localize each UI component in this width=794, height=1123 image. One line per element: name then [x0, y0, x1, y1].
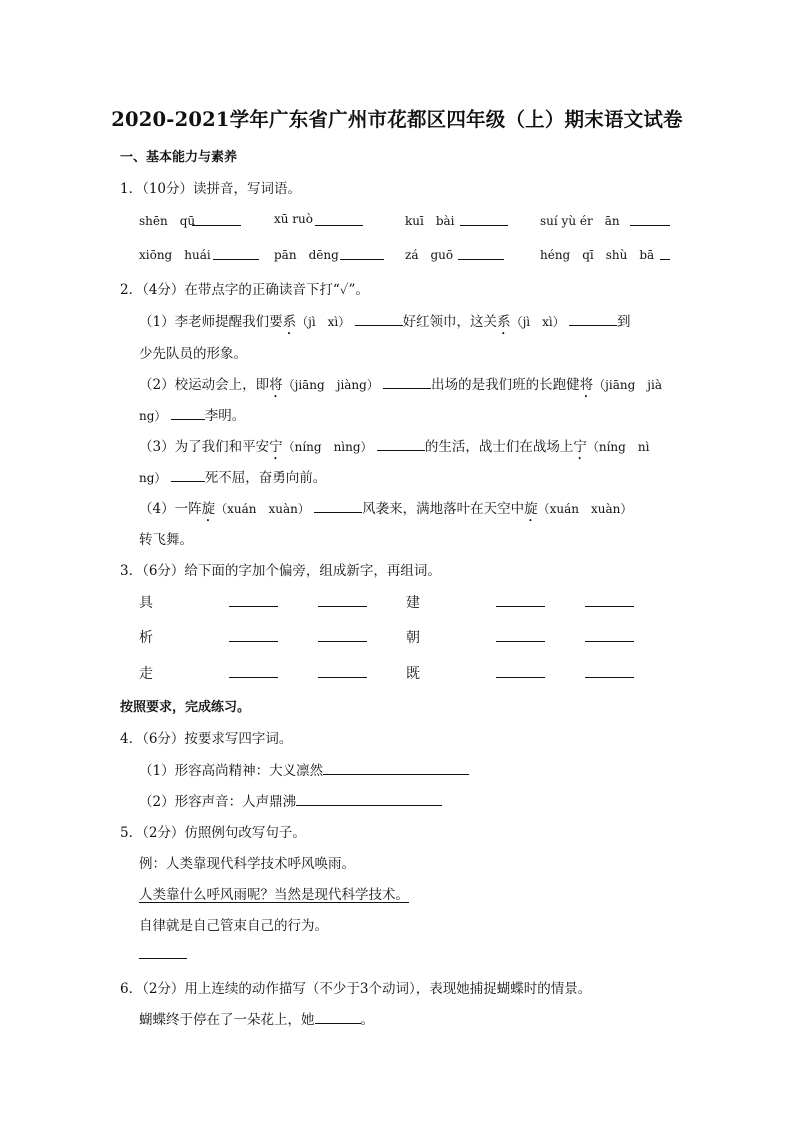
pinyin-options[interactable]: （níng nì — [586, 440, 650, 454]
prompt-text: 。 — [360, 1012, 374, 1028]
answer-blank[interactable] — [585, 606, 634, 607]
answer-blank[interactable] — [192, 225, 241, 226]
answer-blank[interactable] — [296, 792, 442, 806]
answer-blank[interactable] — [496, 606, 545, 607]
answer-blank[interactable] — [460, 225, 508, 226]
q2-sentence-3-cont — [139, 466, 326, 486]
answer-blank[interactable] — [383, 375, 431, 389]
answer-blank[interactable] — [630, 225, 670, 226]
answer-blank[interactable] — [340, 259, 384, 260]
pinyin-options[interactable]: （jì xì） — [296, 315, 351, 329]
q2-sentence-2-cont — [139, 404, 245, 424]
answer-blank[interactable] — [496, 641, 545, 642]
base-char: 既 — [406, 666, 420, 682]
question-3-label: 3．（6分）给下面的字加个偏旁，组成新字，再组词。 — [120, 563, 441, 579]
question-4-label: 4．（6分）按要求写四字词。 — [120, 731, 293, 747]
dotted-char: 将 — [269, 377, 283, 393]
answer-blank[interactable] — [660, 259, 670, 260]
sentence-text: 到 — [617, 314, 631, 330]
q2-sentence-4 — [139, 497, 632, 525]
dotted-char: 将 — [579, 377, 594, 393]
pinyin-options[interactable]: （xuán xuàn） — [537, 502, 633, 516]
dotted-char: 宁 — [573, 439, 587, 455]
pinyin-options[interactable]: （jiāng jiàng） — [282, 378, 379, 392]
base-char: 建 — [406, 595, 420, 611]
q6-prompt — [139, 1008, 374, 1028]
page-title: 2020-2021学年广东省广州市花都区四年级（上）期末语文试卷 — [111, 108, 683, 131]
answer-blank[interactable] — [318, 641, 367, 642]
answer-blank[interactable] — [229, 606, 278, 607]
question-1-label: 1．（10分）读拼音，写词语。 — [120, 181, 302, 197]
answer-blank[interactable] — [323, 761, 469, 775]
base-char: 析 — [139, 630, 153, 646]
answer-blank[interactable] — [585, 677, 634, 678]
pinyin-item: xiōng huái — [139, 248, 211, 262]
q2-sentence-3 — [139, 435, 649, 463]
base-char: 具 — [139, 595, 153, 611]
sentence-text: 出场的是我们班的长跑健 — [431, 377, 580, 393]
base-char: 朝 — [406, 630, 420, 646]
section-heading: 按照要求，完成练习。 — [120, 700, 251, 715]
answer-blank[interactable] — [171, 468, 205, 482]
pinyin-options[interactable]: （jì xì） — [510, 315, 565, 329]
sentence-text: （4）一阵 — [139, 501, 202, 517]
pinyin-options[interactable]: （xuán xuàn） — [215, 502, 310, 516]
sentence-text: 风袭来，满地落叶在天空中 — [362, 501, 525, 517]
pinyin-item: héng qī shù bā — [540, 248, 655, 262]
dotted-char: 系 — [282, 314, 297, 330]
answer-blank[interactable] — [585, 641, 634, 642]
pinyin-item: shēn qū — [139, 214, 196, 228]
pinyin-item: xū ruò — [274, 212, 313, 226]
dotted-char: 宁 — [269, 439, 283, 455]
rewrite-prompt: 自律就是自己管束自己的行为。 — [139, 918, 328, 934]
q2-sentence-4-cont: 转飞舞。 — [139, 532, 193, 548]
answer-blank[interactable] — [496, 677, 545, 678]
answer-blank[interactable] — [569, 312, 617, 326]
sentence-text: 好红领巾，这关 — [402, 314, 498, 330]
base-char: 走 — [139, 666, 153, 682]
answer-blank[interactable] — [458, 259, 504, 260]
sentence-text: （1）李老师提醒我们要 — [139, 314, 283, 330]
q2-sentence-1-cont: 少先队员的形象。 — [139, 346, 247, 362]
pinyin-item: suí yù ér ān — [540, 214, 620, 228]
prompt-text: 蝴蝶终于停在了一朵花上，她 — [139, 1012, 315, 1028]
sentence-text: 的生活，战士们在战场上 — [424, 439, 574, 455]
sentence-text: 死不屈，奋勇向前。 — [204, 470, 327, 486]
pinyin-options[interactable]: （jiāng jià — [593, 378, 662, 392]
answer-blank[interactable] — [314, 499, 362, 513]
answer-blank[interactable] — [377, 437, 425, 451]
question-6-label: 6．（2分）用上连续的动作描写（不少于3个动词），表现她捕捉蝴蝶时的情景。 — [120, 981, 592, 997]
dotted-char: 旋 — [524, 501, 538, 517]
pinyin-item: kuī bài — [405, 214, 455, 228]
item-text: （1）形容高尚精神：大义凛然 — [139, 763, 324, 779]
dotted-char: 旋 — [201, 501, 216, 517]
answer-blank[interactable] — [229, 677, 278, 678]
question-5-label: 5．（2分）仿照例句改写句子。 — [120, 825, 306, 841]
pinyin-item: zá guō — [405, 248, 454, 262]
answer-blank[interactable] — [318, 677, 367, 678]
pinyin-options[interactable]: （níng nìng） — [282, 440, 373, 454]
q4-item-1 — [139, 759, 469, 779]
question-2-label: 2．（4分）在带点字的正确读音下打“✓”。 — [120, 282, 369, 298]
sentence-text: 李明。 — [204, 408, 246, 424]
q2-sentence-1 — [139, 310, 631, 338]
sentence-text: （3）为了我们和平安 — [139, 439, 270, 455]
item-text: （2）形容声音：人声鼎沸 — [139, 794, 297, 810]
example-answer: 人类靠什么呼风雨呢？当然是现代科学技术。 — [139, 887, 409, 903]
q4-item-2 — [139, 790, 442, 810]
answer-blank[interactable] — [139, 958, 187, 959]
pinyin-item: pān dēng — [274, 248, 339, 262]
dotted-char: 系 — [497, 314, 511, 330]
answer-blank[interactable] — [315, 225, 363, 226]
pinyin-options[interactable]: ng） — [139, 409, 167, 423]
answer-blank[interactable] — [355, 312, 403, 326]
section-heading: 一、基本能力与素养 — [120, 150, 238, 165]
answer-blank[interactable] — [318, 606, 367, 607]
answer-blank[interactable] — [213, 259, 259, 260]
example-sentence: 例：人类靠现代科学技术呼风唤雨。 — [139, 856, 355, 872]
pinyin-options[interactable]: ng） — [139, 471, 167, 485]
q2-sentence-2 — [139, 373, 662, 401]
answer-blank[interactable] — [315, 1010, 361, 1024]
answer-blank[interactable] — [229, 641, 278, 642]
sentence-text: （2）校运动会上，即 — [139, 377, 270, 393]
answer-blank[interactable] — [171, 406, 205, 420]
